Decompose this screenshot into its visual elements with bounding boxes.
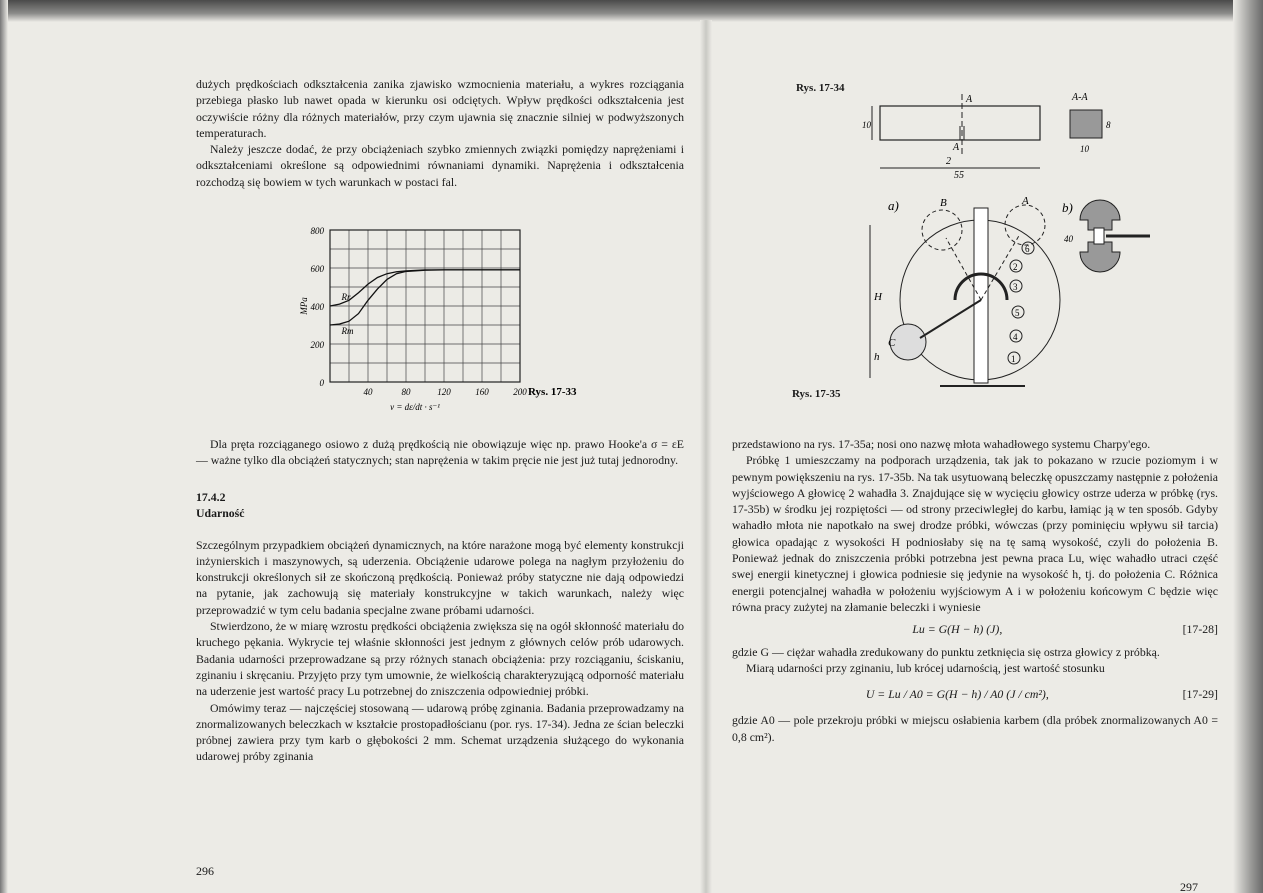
left-paragraph-2: Należy jeszcze dodać, że przy obciążeniach szybko zmiennych związki pomiędzy naprężeniami i odkształceniami określone są odpowiednimi równaniami dynamiki. Naprężenia i odkształcenia rozchodzą się bowiem w tych warunkach w postaci fal. — [196, 142, 684, 189]
scan-top-shadow — [0, 0, 1263, 22]
section-number: 17.4.2 — [196, 489, 226, 504]
svg-text:3: 3 — [1013, 282, 1018, 292]
section-title: Udarność — [196, 505, 245, 520]
label-b: B — [940, 197, 947, 209]
section-mark-a-top: A — [966, 94, 973, 105]
frame-column — [974, 208, 988, 383]
formula-17-28 — [732, 621, 1218, 637]
left-paragraph-4: Szczególnym przypadkiem obciążeń dynamicznych, na które narażone mogą być elementy konstrukcji inżynierskich i maszynowych, są uderzenia. Obciążenie udarowe polega na nagłym przyłożeniu do konstrukcji określonych sił ze skończoną prędkością. Ponieważ próby statyczne nie dają odpowiedzi na pytanie, jak zachowują się materiały konstrukcyjne w takich warunkach, należy więc przeprowadzić w tym celu badania specjalne zwane próbami udarności. — [196, 537, 684, 617]
formula-17-28-expression: Lu = G(H − h) (J), — [912, 622, 1003, 637]
formula-17-29 — [732, 686, 1218, 702]
y-tick-label: 400 — [310, 302, 324, 312]
dim-8-label: 8 — [1106, 120, 1111, 130]
figure-17-34 — [850, 90, 1130, 180]
y-tick-label: 0 — [319, 378, 324, 388]
section-aa-hatched — [1070, 110, 1102, 138]
y-tick-label: 800 — [310, 226, 324, 236]
scan-right-shadow — [1233, 0, 1263, 893]
anvil-top-view — [1080, 200, 1120, 230]
pendulum-arm — [920, 300, 981, 338]
x-axis-label: v = dε/dt · s⁻¹ — [390, 402, 440, 412]
x-tick-label: 200 — [513, 387, 527, 397]
right-paragraph-5: gdzie A0 — pole przekroju próbki w miejscu osłabienia karbem (dla próbek znormalizowanych A0 = 0,8 cm²). — [732, 713, 1218, 744]
part-number-5 — [1012, 306, 1024, 318]
right-paragraph-1: przedstawiono na rys. 17-35a; nosi ono nazwę młota wahadłowego systemu Charpy'ego. — [732, 437, 1151, 451]
label-h-upper: H — [874, 291, 882, 303]
y-axis-label: MPa — [299, 297, 309, 315]
svg-text:1: 1 — [1011, 354, 1016, 364]
left-page-number: 296 — [196, 864, 214, 878]
position-c-head — [890, 324, 926, 360]
right-paragraph-4: Miarą udarności przy zginaniu, lub krócej udarnością, jest wartość stosunku — [746, 660, 1105, 675]
part-number-6 — [1022, 242, 1034, 254]
left-paragraph-6: Omówimy teraz — najczęściej stosowaną — udarową próbę zginania. Badania przeprowadzamy na znormalizowanych beleczkach w kształcie prostopadłościanu (por. rys. 17-34). Jedna ze ścian beleczki próbnej zawiera przy tym karb o głębokości 2 mm. Schemat urządzenia służącego do wykonania udarowej próby zginania — [196, 700, 684, 764]
dim-2-label: 2 — [946, 156, 951, 167]
right-page-number: 297 — [1180, 880, 1198, 893]
scan-left-edge — [0, 0, 8, 893]
label-c: C — [888, 337, 896, 349]
dim-40-label: 40 — [1064, 234, 1073, 244]
x-tick-label: 80 — [401, 387, 411, 397]
right-page — [732, 436, 1218, 745]
section-dim-10-label: 10 — [1080, 144, 1089, 154]
svg-text:4: 4 — [1013, 332, 1018, 342]
left-paragraph-3: Dla pręta rozciąganego osiowo z dużą prędkością nie obowiązuje więc np. prawo Hooke'a σ = εE — ważne tylko dla obciążeń statycznych; stan naprężenia w takim pręcie nie jest już tutaj jednorodny. — [196, 437, 684, 468]
y-tick-label: 200 — [310, 340, 324, 350]
part-number-3 — [1010, 280, 1022, 292]
svg-text:6: 6 — [1025, 244, 1030, 254]
part-number-2 — [1010, 260, 1022, 272]
chart-17-33 — [295, 222, 595, 418]
formula-17-28-number: [17-28] — [1182, 622, 1218, 637]
y-tick-label: 600 — [310, 264, 324, 274]
section-mark-a-bottom: A — [953, 142, 960, 153]
dim-55-label: 55 — [954, 170, 964, 180]
position-a-head — [1005, 205, 1045, 245]
fig-17-34-caption: Rys. 17-34 — [796, 82, 845, 94]
formula-17-29-number: [17-29] — [1182, 687, 1218, 702]
left-paragraph-1: dużych prędkościach odkształcenia zanika zjawisko wzmocnienia materiału, a wykres rozciągania przebiega płasko lub nawet opada w kierunku osi odciętych. Wpływ prędkości odkształcenia jest oczywiście różny dla różnych materiałów, przy czym ujawnia się znacznie silniej w podwyższonych temperaturach. — [196, 77, 684, 140]
section-aa-label: A-A — [1072, 92, 1088, 103]
right-paragraph-2: Próbkę 1 umieszczamy na podporach urządzenia, tak jak to pokazano w rzucie poziomym i w pewnym powiększeniu na rys. 17-35b. Na tak usytuowaną beleczkę opuszczamy następnie z położenia wyjściowego A głowicę 2 wahadła 3. Znajdujące się w wycięciu głowicy ostrze uderza w próbkę (rys. 17-35b) w środku jej rozpiętości — od strony przeciwległej do karbu, łamiąc ją w ten sposób. Gdyby wahadło młota nie napotkało na swej drodze próbki, wówczas (przy pominięciu wpływu sił tarcia) głowica opadając z wysokości H podniosłaby się na tę samą wysokość, czyli do położenia B. Ponieważ jednak do zniszczenia próbki potrzebna jest pewna praca Lu, więc wahadło utraci część swej energii kinetycznej i głowica podniesie się jedynie na wysokość h, tj. do położenia C. Różnica energii potencjalnej wahadła w położeniu wyjściowym A i w położeniu końcowym C będzie więc równa pracy zużytej na złamanie beleczki i wyniesie — [732, 453, 1218, 614]
formula-17-29-expression: U = Lu / A0 = G(H − h) / A0 (J / cm²), — [865, 687, 1049, 702]
label-a: A — [1022, 195, 1029, 207]
chart-caption: Rys. 17-33 — [528, 386, 577, 398]
part-number-4 — [1010, 330, 1022, 342]
left-page — [196, 76, 684, 190]
specimen-top-view — [1094, 228, 1104, 244]
fig35-label-a: a) — [888, 198, 899, 213]
left-page-lower — [196, 436, 684, 765]
right-paragraph-3: gdzie G — ciężar wahadła zredukowany do punktu zetknięcia się ostrza głowicy z próbką. — [732, 644, 1160, 659]
x-tick-label: 120 — [437, 387, 451, 397]
label-h-lower: h — [874, 351, 880, 363]
left-paragraph-5: Stwierdzono, że w miarę wzrostu prędkości obciążenia zwiększa się na ogół skłonność materiału do kruchego pękania. Wykrycie tej właśnie skłonności jest jednym z głównych celów prób udarowych. Badania udarności przeprowadzane są przy różnych stanach obciążenia: przy rozciąganiu, ściskaniu, zginaniu i skręcaniu. Przyjęto przy tym umownie, że wielkością charakteryzującą odporność materiału na uderzenie jest wartość pracy Lu potrzebnej do zniszczenia odpowiedniej próbki. — [196, 619, 684, 699]
part-number-1 — [1008, 352, 1020, 364]
book-gutter — [700, 20, 712, 893]
fig35-label-b: b) — [1062, 200, 1073, 215]
svg-text:2: 2 — [1013, 262, 1018, 272]
anvil-bottom-view — [1080, 242, 1120, 272]
svg-text:5: 5 — [1015, 308, 1020, 318]
x-tick-label: 160 — [475, 387, 489, 397]
series-label-rr: Rr — [341, 292, 351, 303]
figure-17-35 — [850, 190, 1180, 400]
series-label-rm: Rm — [341, 326, 354, 337]
x-tick-label: 40 — [363, 387, 373, 397]
dim-10-label: 10 — [862, 120, 871, 130]
fig-17-35-caption: Rys. 17-35 — [792, 388, 841, 400]
